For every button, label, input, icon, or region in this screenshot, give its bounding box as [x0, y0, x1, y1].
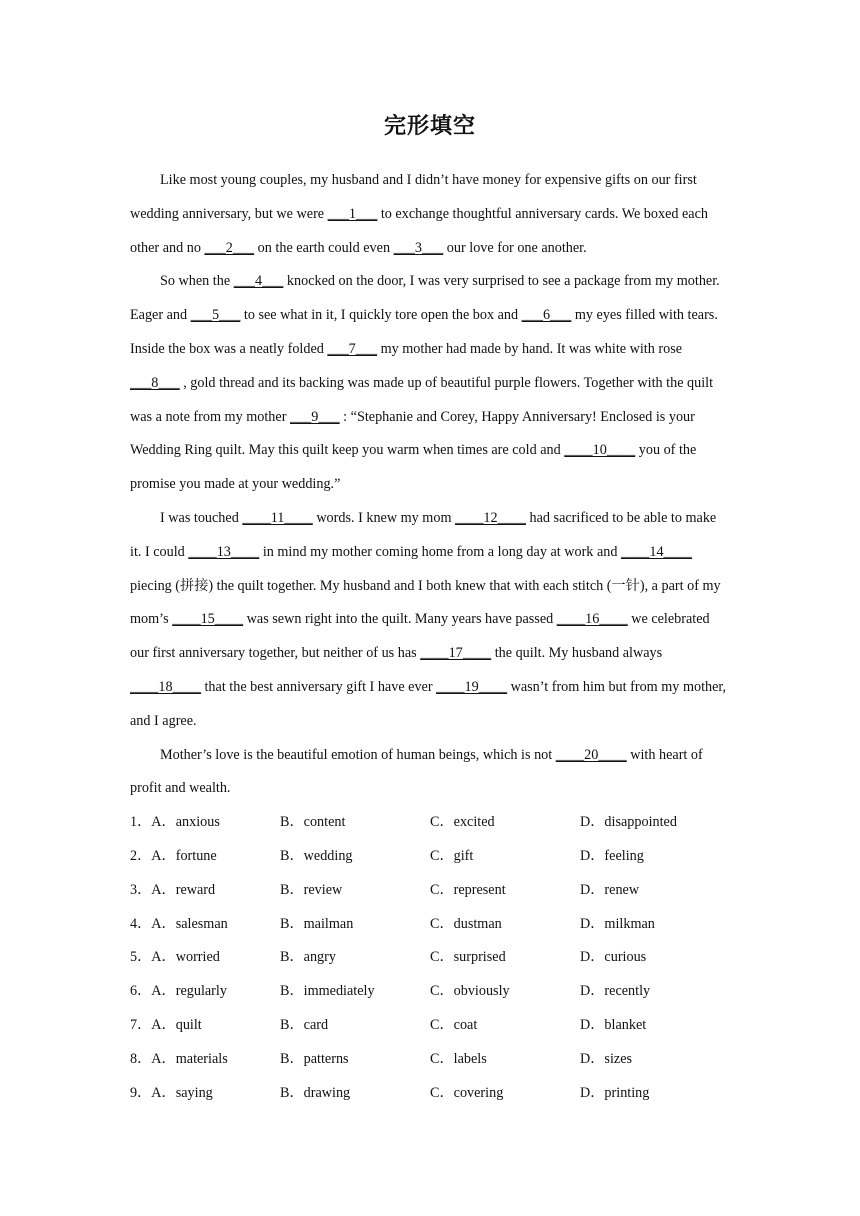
answer-blank: ____12____ — [455, 509, 526, 526]
option-c — [430, 806, 580, 840]
option-c — [430, 840, 580, 874]
option-b — [280, 806, 430, 840]
question-number: 6． — [130, 983, 152, 1000]
option-text: D．printing — [580, 1084, 650, 1101]
passage-paragraph — [130, 739, 730, 807]
option-b — [280, 908, 430, 942]
option-a — [130, 941, 280, 975]
answer-blank: ___4___ — [233, 273, 284, 290]
option-text: C．coat — [430, 1016, 478, 1033]
passage-text: our love for one another. — [443, 239, 587, 256]
passage-text: Like most young couples, my husband and I didn’t have money for expensive gifts on our first wedding anniversary, but we were — [130, 172, 697, 222]
answer-blank: ____11____ — [242, 509, 313, 526]
answer-blank: ____20____ — [555, 746, 627, 763]
question-options-row — [130, 908, 730, 942]
answer-blank: ___5___ — [190, 307, 241, 324]
option-a — [130, 806, 280, 840]
option-b — [280, 840, 430, 874]
option-text: A．anxious — [151, 814, 220, 831]
option-text: A．reward — [151, 881, 216, 898]
option-text: A．worried — [151, 949, 220, 966]
option-a — [130, 1077, 280, 1111]
question-number: 5． — [130, 949, 152, 966]
passage-paragraph — [130, 164, 730, 265]
option-c — [430, 1077, 580, 1111]
option-text: B．immediately — [280, 983, 375, 1000]
answer-blank: ____18____ — [130, 678, 201, 695]
answer-blank: ___9___ — [289, 408, 340, 425]
option-text: C．surprised — [430, 949, 506, 966]
option-text: B．drawing — [280, 1084, 351, 1101]
option-text: B．wedding — [280, 847, 353, 864]
option-text: C．gift — [430, 847, 474, 864]
question-number: 8． — [130, 1050, 152, 1067]
passage-text: So when the — [160, 273, 234, 290]
option-c — [430, 975, 580, 1009]
question-options-row — [130, 1077, 730, 1111]
question-options-row — [130, 941, 730, 975]
option-text: B．review — [280, 881, 343, 898]
option-text: C．covering — [430, 1084, 504, 1101]
option-text: C．excited — [430, 814, 495, 831]
question-options-row — [130, 874, 730, 908]
answer-blank: ____10____ — [564, 442, 636, 459]
question-options-row — [130, 1009, 730, 1043]
passage-text: wasn’t from him but from my mother, and I agree. — [130, 678, 727, 729]
option-text: B．angry — [280, 949, 336, 966]
option-text: B．content — [280, 814, 346, 831]
passage-text: that the best anniversary gift I have ever — [200, 678, 437, 695]
option-d — [580, 908, 730, 942]
option-c — [430, 908, 580, 942]
option-a — [130, 1043, 280, 1077]
option-d — [580, 1077, 730, 1111]
option-d — [580, 1043, 730, 1077]
answer-blank: ___2___ — [204, 239, 255, 256]
answer-blank: ____13____ — [188, 543, 260, 560]
option-text: C．dustman — [430, 915, 502, 932]
question-options-row — [130, 1043, 730, 1077]
passage-text: : “Stephanie and Corey, Happy Anniversary! Enclosed is your Wedding Ring quilt. May this quilt keep you warm when times are cold and — [130, 408, 695, 459]
option-d — [580, 941, 730, 975]
option-a — [130, 840, 280, 874]
answer-blank: ____19____ — [436, 678, 508, 695]
option-c — [430, 1009, 580, 1043]
answer-options — [130, 806, 730, 1110]
answer-blank: ____15____ — [172, 611, 244, 628]
option-text: C．obviously — [430, 983, 510, 1000]
option-b — [280, 874, 430, 908]
passage-text: , gold thread and its backing was made up of beautiful purple flowers. Together with the quilt was a note from my mother — [130, 374, 714, 425]
option-b — [280, 1009, 430, 1043]
page-title: 完形填空 — [383, 114, 476, 139]
option-text: A．salesman — [151, 915, 228, 932]
answer-blank: ____14____ — [620, 543, 692, 560]
option-text: A．regularly — [151, 983, 227, 1000]
option-text: D．blanket — [580, 1016, 647, 1033]
option-a — [130, 1009, 280, 1043]
option-text: C．represent — [430, 881, 506, 898]
document-page — [130, 108, 730, 1110]
passage-text: to see what in it, I quickly tore open the box and — [240, 307, 522, 324]
option-text: A．fortune — [151, 847, 217, 864]
passage-text: we celebrated our first anniversary together, but neither of us has — [130, 611, 710, 662]
answer-blank: ___6___ — [521, 307, 572, 324]
question-number: 1． — [130, 814, 152, 831]
question-options-row — [130, 840, 730, 874]
option-d — [580, 975, 730, 1009]
question-options-row — [130, 975, 730, 1009]
option-a — [130, 874, 280, 908]
passage-text: I was touched — [160, 509, 243, 526]
question-number: 3． — [130, 881, 152, 898]
passage-text: was sewn right into the quilt. Many years have passed — [243, 611, 557, 628]
cloze-passage — [130, 164, 730, 806]
option-d — [580, 806, 730, 840]
option-text: D．feeling — [580, 847, 644, 864]
option-b — [280, 1043, 430, 1077]
passage-text: had sacrificed to be able to make it. I could — [130, 509, 717, 560]
option-text: D．sizes — [580, 1050, 633, 1067]
passage-text: in mind my mother coming home from a long day at work and — [259, 543, 621, 560]
option-text: A．saying — [151, 1084, 213, 1101]
question-options-row — [130, 806, 730, 840]
answer-blank: ___7___ — [327, 340, 378, 357]
option-text: C．labels — [430, 1050, 487, 1067]
option-d — [580, 840, 730, 874]
option-a — [130, 975, 280, 1009]
option-d — [580, 1009, 730, 1043]
question-number: 2． — [130, 847, 152, 864]
option-a — [130, 908, 280, 942]
passage-text: knocked on the door, I was very surprised to see a package from my mother. Eager and — [130, 273, 720, 324]
passage-text: piecing (拼接) the quilt together. My husband and I both knew that with each stitch (一针), a part of my mom’s — [130, 577, 721, 628]
answer-blank: ___8___ — [130, 374, 180, 391]
option-c — [430, 1043, 580, 1077]
passage-paragraph — [130, 502, 730, 739]
option-text: B．mailman — [280, 915, 354, 932]
passage-text: my mother had made by hand. It was white with rose — [377, 340, 683, 357]
answer-blank: ____16____ — [556, 611, 628, 628]
passage-text: Mother’s love is the beautiful emotion of human beings, which is not — [160, 746, 556, 763]
passage-text: my eyes filled with tears. Inside the box was a neatly folded — [130, 307, 718, 357]
option-b — [280, 1077, 430, 1111]
option-d — [580, 874, 730, 908]
option-c — [430, 874, 580, 908]
option-text: D．renew — [580, 881, 640, 898]
answer-blank: ___1___ — [327, 205, 378, 222]
passage-text: on the earth could even — [254, 239, 394, 256]
question-number: 4． — [130, 915, 152, 932]
passage-text: with heart of profit and wealth. — [130, 746, 703, 797]
passage-paragraph — [130, 265, 730, 502]
passage-text: you of the promise you made at your wedding.” — [130, 442, 697, 493]
question-number: 9． — [130, 1084, 152, 1101]
option-b — [280, 975, 430, 1009]
passage-text: words. I knew my mom — [312, 509, 456, 526]
option-text: D．disappointed — [580, 814, 677, 831]
passage-text: to exchange thoughtful anniversary cards. We boxed each other and no — [130, 205, 708, 256]
option-text: B．card — [280, 1016, 329, 1033]
question-number: 7． — [130, 1016, 152, 1033]
option-text: D．recently — [580, 983, 651, 1000]
option-text: D．curious — [580, 949, 647, 966]
option-text: A．materials — [151, 1050, 228, 1067]
option-text: D．milkman — [580, 915, 655, 932]
option-text: B．patterns — [280, 1050, 349, 1067]
option-b — [280, 941, 430, 975]
option-text: A．quilt — [151, 1016, 202, 1033]
answer-blank: ____17____ — [420, 645, 492, 662]
passage-text: the quilt. My husband always — [491, 645, 663, 662]
option-c — [430, 941, 580, 975]
answer-blank: ___3___ — [393, 239, 444, 256]
